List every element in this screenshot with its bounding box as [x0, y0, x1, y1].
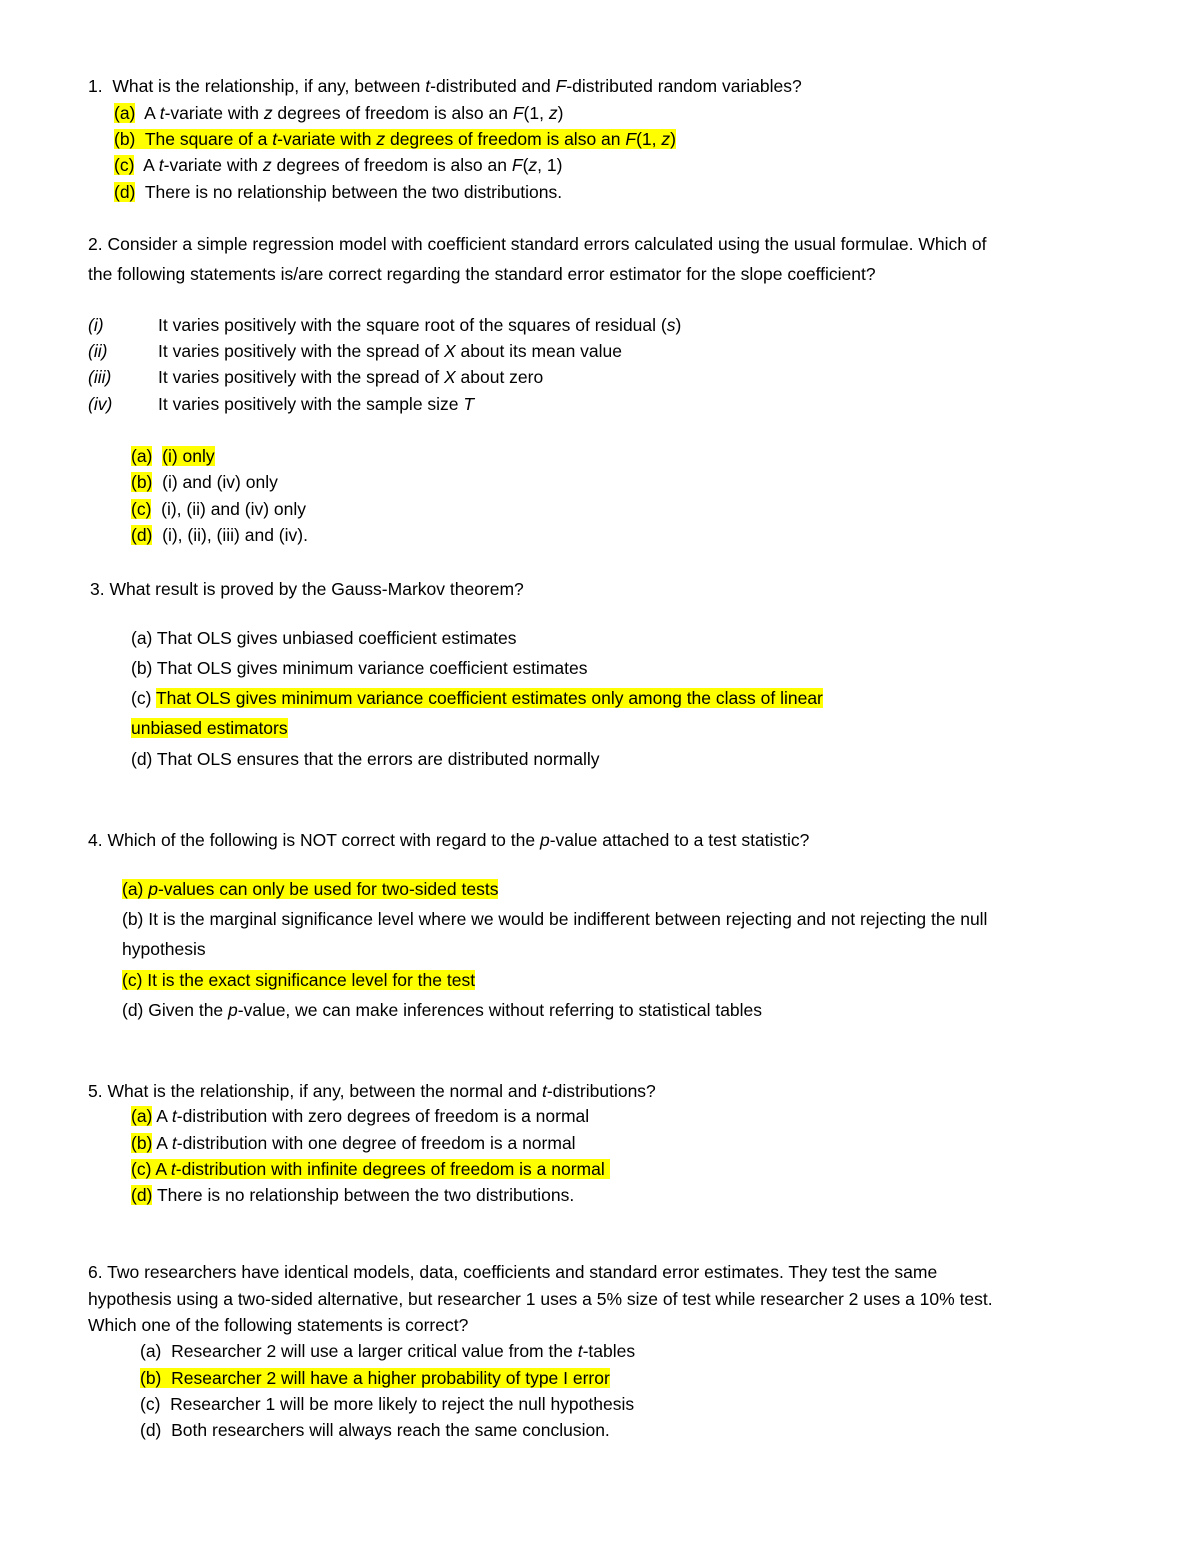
q2-option-a: (a) (i) only: [131, 446, 215, 466]
q4-option-a: (a) p-values can only be used for two-sided tests: [122, 879, 499, 899]
q2-stem-line2: the following statements is/are correct regarding the standard error estimator for the slope coefficient?: [88, 264, 876, 284]
q5-option-a: (a) A t-distribution with zero degrees of freedom is a normal: [131, 1106, 590, 1126]
q6-option-a: (a) Researcher 2 will use a larger critical value from the t-tables: [140, 1341, 636, 1361]
q5-option-b: (b) A t-distribution with one degree of freedom is a normal: [131, 1133, 576, 1153]
q2-statement-iii: (iii) It varies positively with the spread of X about zero: [88, 367, 544, 387]
q2-statement-ii: (ii) It varies positively with the spread of X about its mean value: [88, 341, 623, 361]
q4-option-b-line2: hypothesis: [122, 939, 206, 959]
q3-option-c-line1: (c) That OLS gives minimum variance coefficient estimates only among the class of linear: [131, 688, 823, 708]
q2-option-d: (d) (i), (ii), (iii) and (iv).: [131, 525, 308, 545]
q5-option-d: (d) There is no relationship between the two distributions.: [131, 1185, 575, 1205]
q2-option-c: (c) (i), (ii) and (iv) only: [131, 499, 307, 519]
q6-option-c: (c) Researcher 1 will be more likely to reject the null hypothesis: [140, 1394, 635, 1414]
q3-option-c-line2: unbiased estimators: [131, 718, 288, 738]
q1-option-d: (d) There is no relationship between the two distributions.: [114, 182, 563, 202]
q1-option-b: (b) The square of a t-variate with z degrees of freedom is also an F(1, z): [114, 129, 676, 149]
q5-stem: 5. What is the relationship, if any, between the normal and t-distributions?: [88, 1081, 656, 1101]
q3-option-d: (d) That OLS ensures that the errors are distributed normally: [131, 749, 600, 769]
q5-option-c: (c) A t-distribution with infinite degrees of freedom is a normal: [131, 1157, 610, 1181]
q2-option-b: (b) (i) and (iv) only: [131, 472, 278, 492]
q2-stem-line1: 2. Consider a simple regression model with coefficient standard errors calculated using the usual formulae. Which of: [88, 234, 987, 254]
q3-option-a: (a) That OLS gives unbiased coefficient estimates: [131, 628, 517, 648]
q1-option-c: (c) A t-variate with z degrees of freedom is also an F(z, 1): [114, 155, 563, 175]
q6-option-d: (d) Both researchers will always reach the same conclusion.: [140, 1420, 610, 1440]
q2-statement-iv: (iv) It varies positively with the sample size T: [88, 394, 475, 414]
q1-stem: 1. What is the relationship, if any, between t-distributed and F-distributed random variables?: [88, 76, 802, 96]
q3-stem: 3. What result is proved by the Gauss-Markov theorem?: [90, 579, 524, 599]
q4-option-c: (c) It is the exact significance level for the test: [122, 970, 476, 990]
q1-option-a: (a) A t-variate with z degrees of freedom is also an F(1, z): [114, 103, 564, 123]
q6-stem-line3: Which one of the following statements is correct?: [88, 1315, 469, 1335]
q2-statement-i: (i) It varies positively with the square root of the squares of residual (s): [88, 315, 682, 335]
q6-stem-line2: hypothesis using a two-sided alternative, but researcher 1 uses a 5% size of test while researcher 2 uses a 10% test.: [88, 1289, 993, 1309]
q4-option-b-line1: (b) It is the marginal significance level where we would be indifferent between rejecting and not rejecting the null: [122, 909, 988, 929]
q3-option-b: (b) That OLS gives minimum variance coefficient estimates: [131, 658, 588, 678]
q4-option-d: (d) Given the p-value, we can make inferences without referring to statistical tables: [122, 1000, 763, 1020]
q6-stem-line1: 6. Two researchers have identical models, data, coefficients and standard error estimates. They test the same: [88, 1262, 938, 1282]
q6-option-b: (b) Researcher 2 will have a higher probability of type I error: [140, 1368, 610, 1388]
q4-stem: 4. Which of the following is NOT correct with regard to the p-value attached to a test statistic?: [88, 830, 810, 850]
